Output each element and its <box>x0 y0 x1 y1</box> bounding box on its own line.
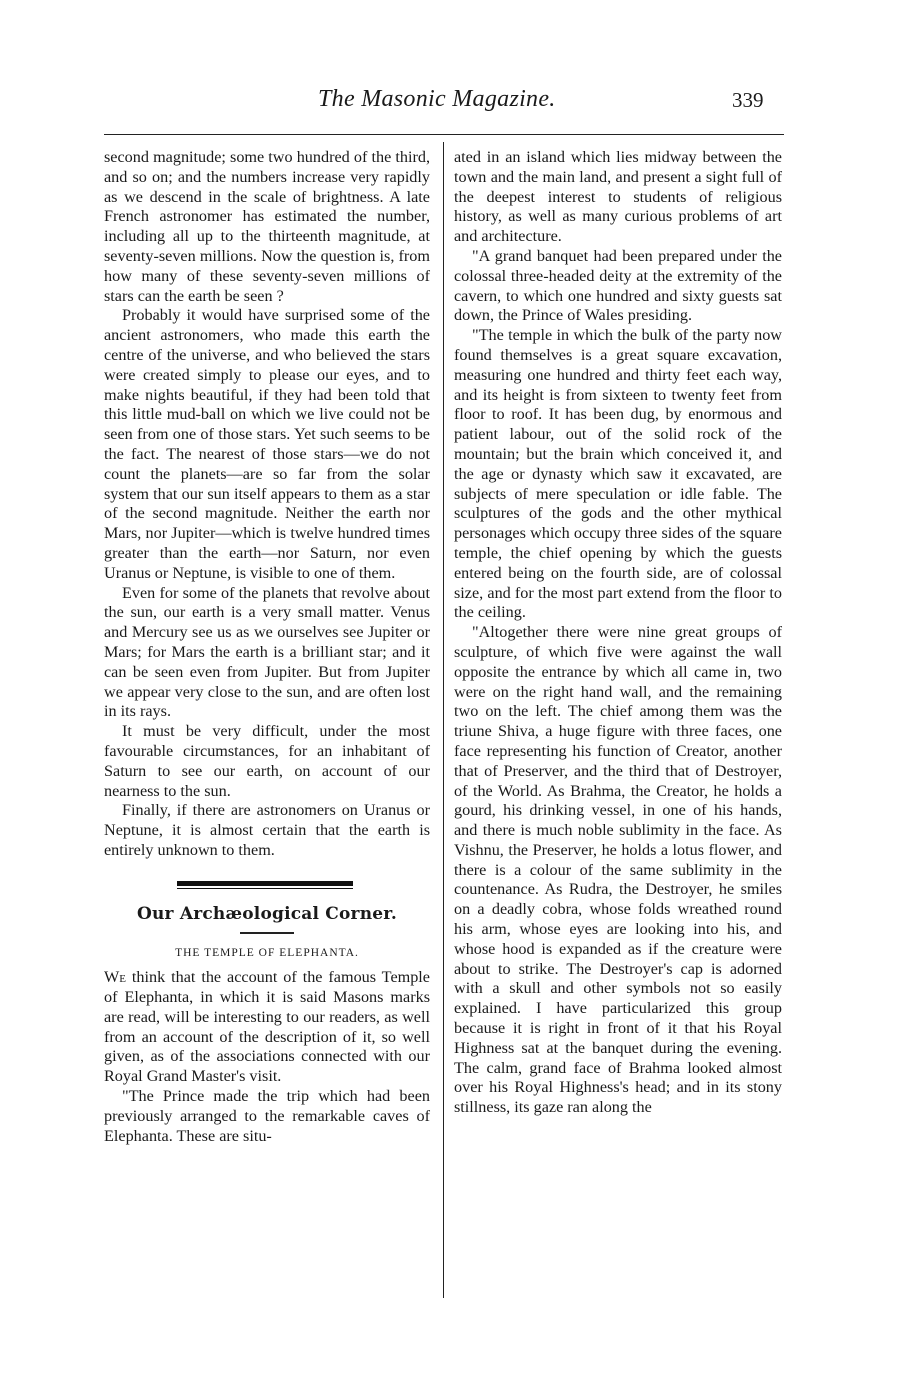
paragraph: ated in an island which lies midway between the town and the main land, and present a sight full of the deepest interest to students of religious history, as well as many curious problems of art and architecture. <box>454 148 782 246</box>
paragraph: It must be very difficult, under the most favourable circumstances, for an inhabitant of Saturn to see our earth, on account of our nearness to the sun. <box>104 722 430 800</box>
section-heading: Our Archæological Corner. <box>136 903 398 924</box>
page-header <box>0 86 898 116</box>
paragraph: Probably it would have surprised some of the ancient astronomers, who made this earth the centre of the universe, and who believed the stars were created simply to please our eyes, and to make nights beautiful, if they had been told that this little mud-ball on which we live could not be seen from one of those stars. Yet such seems to be the fact. The nearest of those stars—we do not count the planets—are so far from the solar system that our sun itself appears to them as a star of the second magnitude. Neither the earth nor Mars, nor Jupiter—which is twelve hundred times greater than the earth—nor Saturn, nor even Uranus or Neptune, is visible to one of them. <box>104 306 430 582</box>
heading-rule <box>240 932 294 934</box>
paragraph: "The Prince made the trip which had been previously arranged to the remarkable caves of Elephanta. These are situ- <box>104 1087 430 1145</box>
paragraph: Even for some of the planets that revolve about the sun, our earth is a very small matter. Venus and Mercury see us as we ourselves see Jupiter or Mars; for Mars the earth is a brilliant star; and it can be seen even from Jupiter. But from Jupiter we appear very close to the sun, and are often lost in its rays. <box>104 583 430 721</box>
thick-rule <box>177 881 353 886</box>
paragraph-text: think that the account of the famous Temple of Elephanta, in which it is said Masons marks are read, will be interesting to our readers, as well from an account of the description of it, so well given, as of the associations connected with our Royal Grand Master's visit. <box>104 968 430 1086</box>
thin-rule <box>177 888 353 889</box>
paragraph <box>104 968 430 1087</box>
paragraph: "A grand banquet had been prepared under the colossal three-headed deity at the extremity of the cavern, to which one hundred and sixty guests sat down, the Prince of Wales presiding. <box>454 246 782 325</box>
article-subheading: THE TEMPLE OF ELEPHANTA. <box>175 947 359 960</box>
paragraph: "The temple in which the bulk of the party now found themselves is a great square excavation, measuring one hundred and thirty feet each way, and its height is from sixteen to twenty feet from floor to roof. It has been dug, by enormous and patient labour, out of the solid rock of the mountain; but the brain which conceived it, and the age or dynasty which saw it excavated, are subjects of mere speculation or idle fable. The sculptures of the gods and the other mythical personages which occupy three sides of the square temple, the chief opening by which the guests entered being on the fourth side, are of colossal size, and for the most part extend from the floor to the ceiling. <box>454 326 782 622</box>
column-divider <box>443 142 444 1298</box>
right-column <box>454 148 782 1118</box>
paragraph: "Altogether there were nine great groups of sculpture, of which five were against the wall opposite the entrance by which all came in, two were on the right hand wall, and the remaining two on the left. The chief among them was the triune Shiva, a huge figure with three faces, one face representing his function of Creator, another that of Preserver, and the third that of Destroyer, of the World. As Brahma, the Creator, he holds a gourd, his drinking vessel, in one of his hands, and there is much noble sublimity in the face. As Vishnu, the Preserver, he holds a lotus flower, and there is a colour of the same sublimity in the countenance. As Rudra, the Destroyer, he smiles on a deadly cobra, whose folds wreathed round his arm, whose eyes are looking into his, and whose hood is expanded as if the creature were about to strike. The Destroyer's cap is adorned with a skull and other symbols not so easily explained. I have particularized this group because it is right in front of it that his Royal Highness sat at the banquet during the evening. The calm, grand face of Brahma looked almost over his Royal Highness's head; and in its stony stillness, its gaze ran along the <box>454 623 782 1117</box>
paragraph: second magnitude; some two hundred of the third, and so on; and the numbers increase very rapidly as we descend in the scale of brightness. A late French astronomer has estimated the number, including all up to the thirteenth magnitude, at seventy-seven millions. Now the question is, from how many of these seventy-seven millions of stars can the earth be seen ? <box>104 148 430 305</box>
paragraph: Finally, if there are astronomers on Uranus or Neptune, it is almost certain that the earth is entirely unknown to them. <box>104 801 430 859</box>
opening-word: We <box>104 968 126 987</box>
running-title: The Masonic Magazine. <box>318 86 556 112</box>
left-column <box>104 148 430 1146</box>
section-divider <box>104 881 430 891</box>
page-number: 339 <box>732 88 764 112</box>
header-rule <box>104 134 784 135</box>
